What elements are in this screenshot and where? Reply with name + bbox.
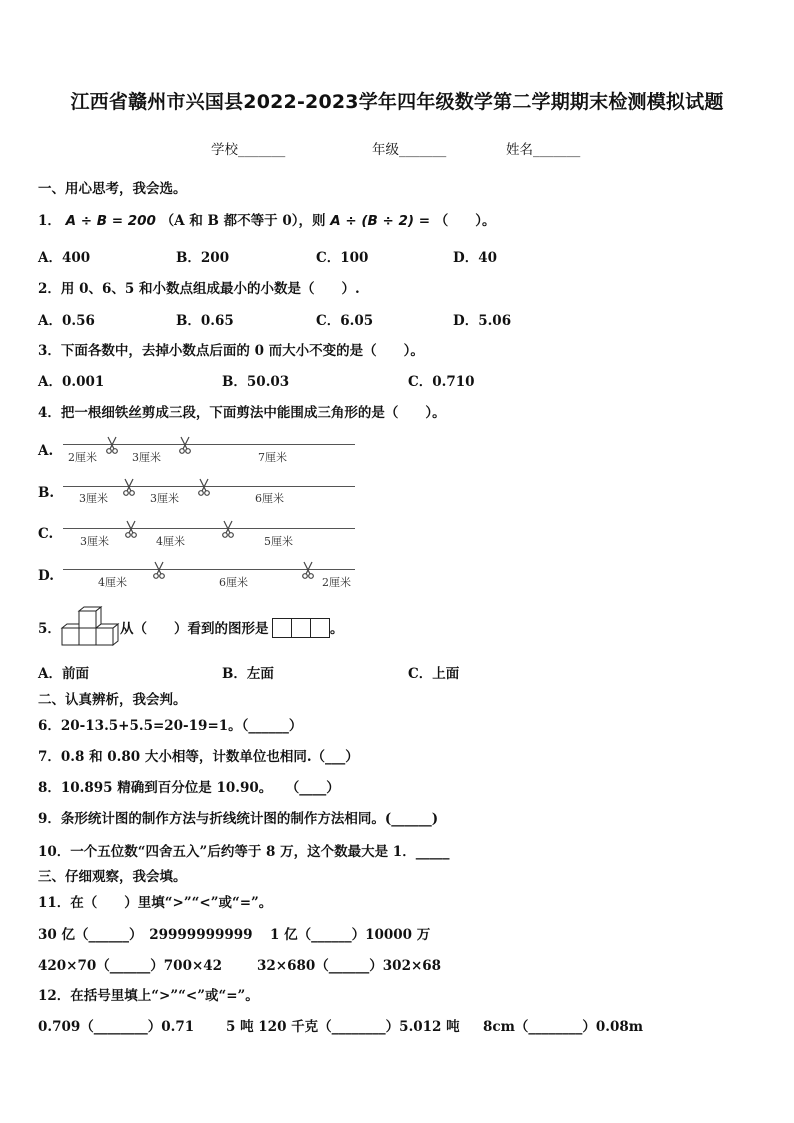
question-3: 3．下面各数中，去掉小数点后面的 0 而大小不变的是（ ）。 [38,343,424,359]
question-8[interactable]: 8．10.895 精确到百分位是 10.90。 （____） [38,780,340,796]
question-6[interactable]: 6．20-13.5+5.5=20-19=1。（______） [38,718,303,734]
q12-item-3[interactable]: 8cm（________）0.08m [483,1019,644,1035]
q11-item-3[interactable]: 420×70（______）700×42 [38,958,223,974]
question-1 [38,212,496,230]
q5-period: 。 [330,621,344,637]
page-title: 江西省赣州市兴国县2022-2023学年四年级数学第二学期期末检测模拟试题 [70,91,724,113]
q1-option-b[interactable]: B．200 [176,250,230,266]
cube-stack-figure [60,604,120,648]
q4-d-seg-1: 4厘米 [98,576,127,589]
q4-d-seg-2: 6厘米 [219,576,248,589]
q4-a-seg-1: 2厘米 [68,451,97,464]
question-10[interactable]: 10．一个五位数“四舍五入”后约等于 8 万，这个数最大是 1．_____ [38,844,450,860]
q2-option-d[interactable]: D．5.06 [453,313,512,329]
square-cell [291,618,311,638]
q4-option-a-label[interactable]: A. [38,443,54,459]
q1-option-c[interactable]: C．100 [316,250,369,266]
square-cell [272,618,292,638]
q2-option-b[interactable]: B．0.65 [176,313,234,329]
scissors-icon [104,436,120,454]
q1-option-d[interactable]: D．40 [453,250,497,266]
q1-number: 1． [38,213,61,229]
q3-option-a[interactable]: A．0.001 [38,374,105,390]
scissors-icon [121,478,137,496]
q4-a-seg-2: 3厘米 [132,451,161,464]
scissors-icon [196,478,212,496]
question-9[interactable]: 9．条形统计图的制作方法与折线统计图的制作方法相同。(______) [38,811,439,827]
q1-expression-1: A ÷ B = 200 [65,213,156,229]
q4-b-seg-1: 3厘米 [79,492,108,505]
q1-condition: （A 和 B 都不等于 0），则 [160,213,326,229]
question-12: 12．在括号里填上“>”“<”或“=”。 [38,988,259,1004]
section-2-heading: 二、认真辨析，我会判。 [38,692,187,708]
q5-number: 5． [38,621,61,637]
q5-option-a[interactable]: A．前面 [38,666,89,682]
square-cell [310,618,330,638]
scissors-icon [177,436,193,454]
q4-option-d-label[interactable]: D. [38,568,54,584]
q4-option-b-label[interactable]: B. [38,485,55,501]
q4-c-seg-2: 4厘米 [156,535,185,548]
scissors-icon [220,520,236,538]
q4-b-seg-3: 6厘米 [255,492,284,505]
name-field[interactable]: 姓名_______ [506,142,581,158]
q4-c-seg-3: 5厘米 [264,535,293,548]
q2-option-c[interactable]: C．6.05 [316,313,374,329]
q4-a-seg-3: 7厘米 [258,451,287,464]
q1-expression-2: A ÷ (B ÷ 2) = [330,213,431,229]
q12-item-1[interactable]: 0.709（________）0.71 [38,1019,195,1035]
scissors-icon [151,561,167,579]
q5-question-text: 从（ ）看到的图形是 [120,621,269,637]
section-1-heading: 一、用心思考，我会选。 [38,181,187,197]
q11-item-4[interactable]: 32×680（______）302×68 [257,958,442,974]
q3-option-c[interactable]: C．0.710 [408,374,475,390]
scissors-icon [123,520,139,538]
school-field[interactable]: 学校_______ [211,142,286,158]
q1-answer-blank[interactable]: （ ）。 [434,213,496,229]
q2-option-a[interactable]: A．0.56 [38,313,95,329]
q4-b-seg-2: 3厘米 [150,492,179,505]
section-3-heading: 三、仔细观察，我会填。 [38,869,187,885]
q5-view-shape [273,618,330,638]
q4-d-seg-3: 2厘米 [322,576,351,589]
q11-item-1[interactable]: 30 亿（______） 29999999999 [38,927,253,943]
q4-c-wire [63,528,355,529]
question-4: 4．把一根细铁丝剪成三段，下面剪法中能围成三角形的是（ ）。 [38,405,446,421]
q3-option-b[interactable]: B．50.03 [222,374,290,390]
question-2: 2．用 0、6、5 和小数点组成最小的小数是（ ）. [38,281,360,297]
q5-option-b[interactable]: B．左面 [222,666,274,682]
question-7[interactable]: 7．0.8 和 0.80 大小相等，计数单位也相同.（___） [38,749,359,765]
q11-item-2[interactable]: 1 亿（______）10000 万 [270,927,431,943]
q4-option-c-label[interactable]: C. [38,526,54,542]
scissors-icon [300,561,316,579]
question-11: 11．在（ ）里填“>”“<”或“=”。 [38,895,273,911]
q4-c-seg-1: 3厘米 [80,535,109,548]
q1-option-a[interactable]: A．400 [38,250,91,266]
grade-field[interactable]: 年级_______ [372,142,447,158]
q12-item-2[interactable]: 5 吨 120 千克（________）5.012 吨 [226,1019,460,1035]
q5-option-c[interactable]: C．上面 [408,666,460,682]
